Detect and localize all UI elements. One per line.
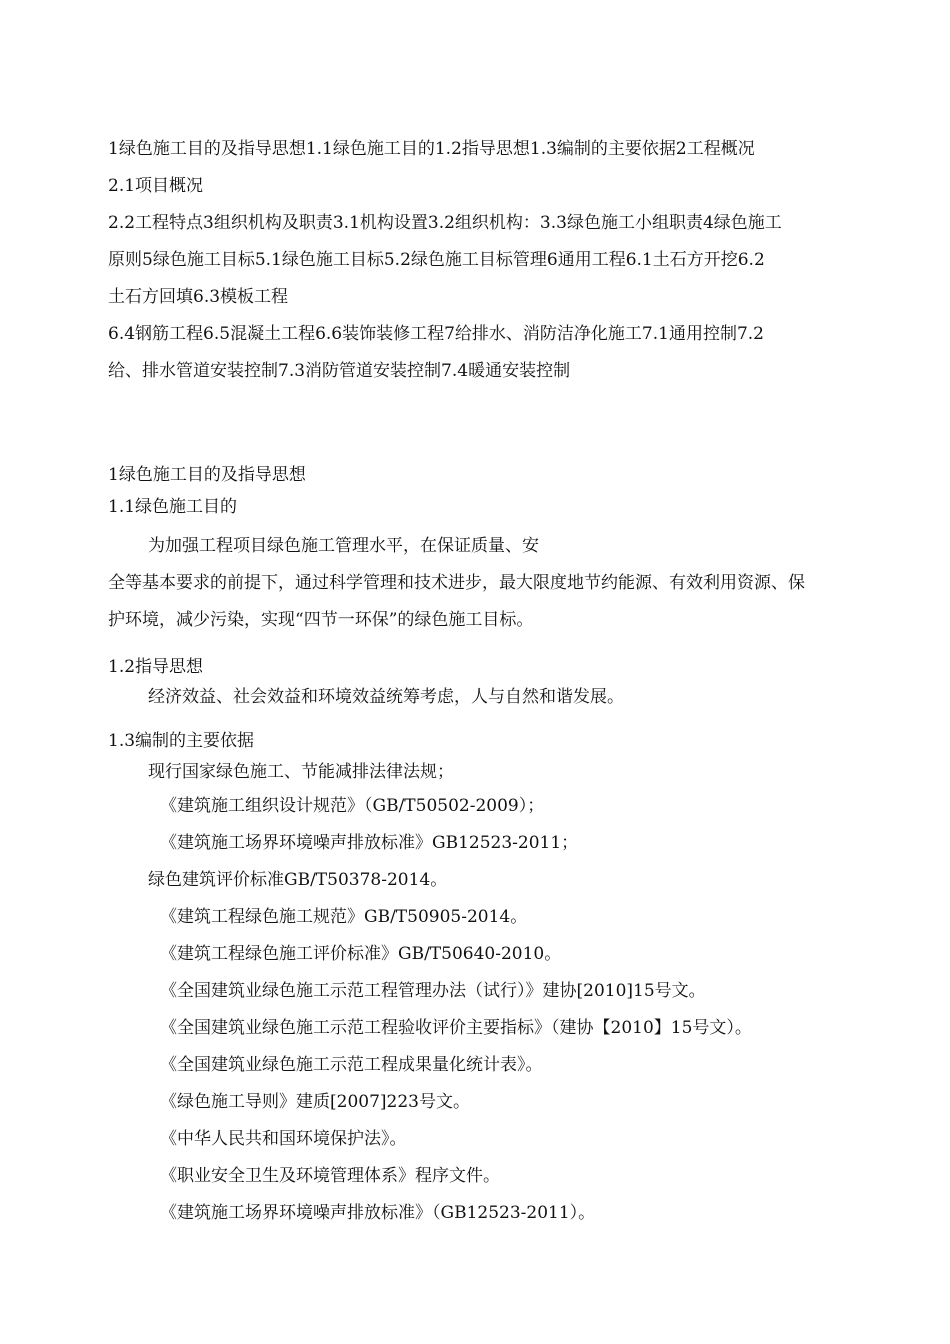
reference-item: 《全国建筑业绿色施工示范工程管理办法（试行）》建协[2010]15号文。 — [160, 981, 706, 1001]
toc-line: 给、排水管道安装控制7.3消防管道安装控制7.4暖通安装控制 — [108, 361, 571, 381]
toc-line: 1绿色施工目的及指导思想1.1绿色施工目的1.2指导思想1.3编制的主要依据2工程概况 — [108, 139, 755, 159]
reference-item: 《职业安全卫生及环境管理体系》程序文件。 — [160, 1166, 500, 1186]
reference-item: 《全国建筑业绿色施工示范工程验收评价主要指标》（建协【2010】15号文）。 — [160, 1018, 752, 1038]
toc-line: 6.4钢筋工程6.5混凝土工程6.6装饰装修工程7给排水、消防洁净化施工7.1通用控制7.2 — [108, 324, 764, 344]
reference-item: 绿色建筑评价标准GB/T50378-2014。 — [148, 870, 448, 890]
toc-line: 2.2工程特点3组织机构及职责3.1机构设置3.2组织机构：3.3绿色施工小组职责4绿色施工 — [108, 213, 782, 233]
paragraph-line: 护环境，减少污染，实现“四节一环保”的绿色施工目标。 — [108, 610, 534, 630]
paragraph-line: 全等基本要求的前提下，通过科学管理和技术进步，最大限度地节约能源、有效利用资源、保 — [108, 573, 805, 593]
reference-item: 《建筑工程绿色施工规范》GB/T50905-2014。 — [160, 907, 528, 927]
reference-item: 《建筑工程绿色施工评价标准》GB/T50640-2010。 — [160, 944, 562, 964]
subsection-heading: 1.3编制的主要依据 — [108, 731, 255, 751]
toc-line: 土石方回填6.3模板工程 — [108, 287, 289, 307]
section-heading: 1绿色施工目的及指导思想 — [108, 465, 306, 485]
subsection-heading: 1.1绿色施工目的 — [108, 497, 238, 517]
paragraph-line: 经济效益、社会效益和环境效益统筹考虑，人与自然和谐发展。 — [148, 687, 624, 707]
toc-line: 2.1项目概况 — [108, 176, 204, 196]
toc-line: 原则5绿色施工目标5.1绿色施工目标5.2绿色施工目标管理6通用工程6.1土石方开挖6.2 — [108, 250, 765, 270]
reference-item: 《建筑施工场界环境噪声排放标准》（GB12523-2011）。 — [160, 1203, 596, 1223]
reference-item: 《建筑施工组织设计规范》（GB/T50502-2009）； — [160, 796, 545, 816]
reference-item: 《建筑施工场界环境噪声排放标准》GB12523-2011； — [160, 833, 579, 853]
reference-item: 《中华人民共和国环境保护法》。 — [160, 1129, 407, 1149]
reference-item: 《绿色施工导则》建质[2007]223号文。 — [160, 1092, 470, 1112]
subsection-heading: 1.2指导思想 — [108, 657, 204, 677]
reference-item: 现行国家绿色施工、节能减排法律法规； — [148, 762, 454, 782]
reference-item: 《全国建筑业绿色施工示范工程成果量化统计表》。 — [160, 1055, 543, 1075]
paragraph-line: 为加强工程项目绿色施工管理水平，在保证质量、安 — [148, 536, 539, 556]
